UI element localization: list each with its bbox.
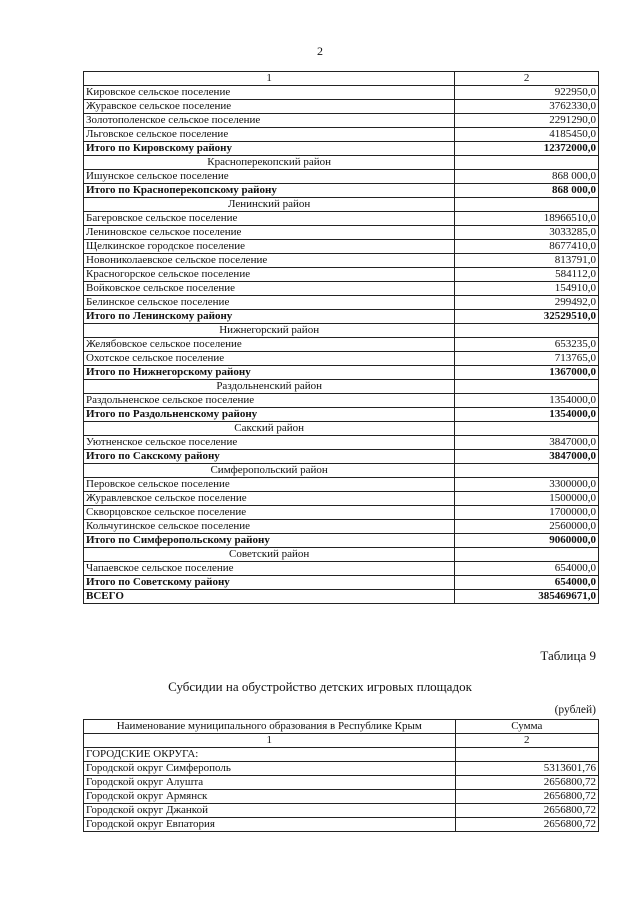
district-header-row [84, 548, 599, 562]
amount-cell: 868 000,0 [455, 184, 599, 198]
column-number-2: 2 [455, 72, 599, 86]
district-header-row [84, 464, 599, 478]
table-row [84, 100, 599, 114]
amount-cell: 713765,0 [455, 352, 599, 366]
district-header-row [84, 422, 599, 436]
table-row [84, 240, 599, 254]
table-number: Таблица 9 [540, 648, 596, 663]
table-row [84, 818, 599, 832]
empty-cell [455, 464, 599, 478]
amount-cell: 8677410,0 [455, 240, 599, 254]
amount-cell: 3762330,0 [455, 100, 599, 114]
table-row [84, 776, 599, 790]
municipality-name: Кировское сельское поселение [84, 86, 455, 100]
municipality-name: Льговское сельское поселение [84, 128, 455, 142]
amount-cell: 2656800,72 [455, 776, 598, 790]
table-row [84, 296, 599, 310]
table-row [84, 478, 599, 492]
amount-cell: 18966510,0 [455, 212, 599, 226]
amount-cell: 1367000,0 [455, 366, 599, 380]
municipality-name: Журавлевское сельское поселение [84, 492, 455, 506]
total-row [84, 366, 599, 380]
amount-cell: 2656800,72 [455, 818, 598, 832]
column-number-2: 2 [455, 734, 598, 748]
table-row [84, 520, 599, 534]
municipality-name: Белинское сельское поселение [84, 296, 455, 310]
total-row [84, 590, 599, 604]
municipality-name: Уютненское сельское поселение [84, 436, 455, 450]
table-row [84, 762, 599, 776]
municipality-name: Городской округ Симферополь [84, 762, 456, 776]
amount-cell: 3847000,0 [455, 450, 599, 464]
municipality-name: Итого по Нижнегорскому району [84, 366, 455, 380]
amount-cell: 2656800,72 [455, 790, 598, 804]
amount-cell: 299492,0 [455, 296, 599, 310]
table-row [84, 804, 599, 818]
unit-label: (рублей) [554, 704, 596, 716]
amount-cell: 868 000,0 [455, 170, 599, 184]
municipality-name: Городской округ Евпатория [84, 818, 456, 832]
municipality-name: Багеровское сельское поселение [84, 212, 455, 226]
district-name: Нижнегорский район [84, 324, 455, 338]
table-row [84, 128, 599, 142]
table-title: Субсидии на обустройство детских игровых площадок [168, 679, 472, 694]
amount-cell: 2291290,0 [455, 114, 599, 128]
municipality-name: ГОРОДСКИЕ ОКРУГА: [84, 748, 456, 762]
municipality-name: Желябовское сельское поселение [84, 338, 455, 352]
empty-cell [455, 156, 599, 170]
district-header-row [84, 380, 599, 394]
district-name: Раздольненский район [84, 380, 455, 394]
amount-cell: 3033285,0 [455, 226, 599, 240]
column-number-row [84, 734, 599, 748]
amount-cell: 653235,0 [455, 338, 599, 352]
municipality-name: Итого по Ленинскому району [84, 310, 455, 324]
table-row [84, 268, 599, 282]
municipality-name: Итого по Советскому району [84, 576, 455, 590]
district-name: Сакский район [84, 422, 455, 436]
header-sum: Сумма [455, 720, 598, 734]
amount-cell: 2560000,0 [455, 520, 599, 534]
municipality-name: Итого по Раздольненскому району [84, 408, 455, 422]
municipality-name: Городской округ Алушта [84, 776, 456, 790]
amount-cell: 922950,0 [455, 86, 599, 100]
column-number-1: 1 [84, 734, 456, 748]
district-header-row [84, 198, 599, 212]
municipality-name: Кольчугинское сельское поселение [84, 520, 455, 534]
amount-cell: 385469671,0 [455, 590, 599, 604]
table-row [84, 282, 599, 296]
municipality-name: Журавское сельское поселение [84, 100, 455, 114]
empty-cell [455, 548, 599, 562]
amount-cell: 2656800,72 [455, 804, 598, 818]
empty-cell [455, 422, 599, 436]
empty-cell [455, 324, 599, 338]
amount-cell: 1700000,0 [455, 506, 599, 520]
amount-cell: 1354000,0 [455, 408, 599, 422]
district-header-row [84, 156, 599, 170]
amount-cell: 3847000,0 [455, 436, 599, 450]
total-row [84, 450, 599, 464]
table-row [84, 338, 599, 352]
table-row [84, 86, 599, 100]
district-name: Советский район [84, 548, 455, 562]
municipality-name: Перовское сельское поселение [84, 478, 455, 492]
municipality-name: Золотополенское сельское поселение [84, 114, 455, 128]
table-row [84, 394, 599, 408]
total-row [84, 184, 599, 198]
municipality-name: Щелкинское городское поселение [84, 240, 455, 254]
table-row [84, 352, 599, 366]
table-row [84, 254, 599, 268]
municipality-name: Итого по Сакскому району [84, 450, 455, 464]
amount-cell: 5313601,76 [455, 762, 598, 776]
table-row [84, 114, 599, 128]
subsidy-table-continued [83, 71, 599, 604]
playground-subsidy-table [83, 719, 599, 832]
total-row [84, 408, 599, 422]
municipality-name: Новониколаевское сельское поселение [84, 254, 455, 268]
header-row [84, 720, 599, 734]
page-number: 2 [317, 44, 323, 58]
municipality-name: Итого по Кировскому району [84, 142, 455, 156]
amount-cell [455, 748, 598, 762]
table-row [84, 790, 599, 804]
table-row [84, 562, 599, 576]
table-row [84, 226, 599, 240]
table-row [84, 212, 599, 226]
empty-cell [455, 198, 599, 212]
table-row [84, 170, 599, 184]
total-row [84, 310, 599, 324]
amount-cell: 154910,0 [455, 282, 599, 296]
column-number-row [84, 72, 599, 86]
total-row [84, 142, 599, 156]
table-row [84, 506, 599, 520]
amount-cell: 1354000,0 [455, 394, 599, 408]
municipality-name: Лениновское сельское поселение [84, 226, 455, 240]
amount-cell: 9060000,0 [455, 534, 599, 548]
municipality-name: Войковское сельское поселение [84, 282, 455, 296]
municipality-name: Городской округ Армянск [84, 790, 456, 804]
empty-cell [455, 380, 599, 394]
municipality-name: Ишунское сельское поселение [84, 170, 455, 184]
municipality-name: Итого по Красноперекопскому району [84, 184, 455, 198]
amount-cell: 813791,0 [455, 254, 599, 268]
total-row [84, 576, 599, 590]
column-number-1: 1 [84, 72, 455, 86]
municipality-name: Чапаевское сельское поселение [84, 562, 455, 576]
district-name: Красноперекопский район [84, 156, 455, 170]
amount-cell: 4185450,0 [455, 128, 599, 142]
header-name: Наименование муниципального образования в Республике Крым [84, 720, 456, 734]
amount-cell: 12372000,0 [455, 142, 599, 156]
district-name: Симферопольский район [84, 464, 455, 478]
municipality-name: ВСЕГО [84, 590, 455, 604]
district-name: Ленинский район [84, 198, 455, 212]
amount-cell: 584112,0 [455, 268, 599, 282]
municipality-name: Раздольненское сельское поселение [84, 394, 455, 408]
municipality-name: Городской округ Джанкой [84, 804, 456, 818]
municipality-name: Скворцовское сельское поселение [84, 506, 455, 520]
amount-cell: 654000,0 [455, 562, 599, 576]
municipality-name: Красногорское сельское поселение [84, 268, 455, 282]
table-row [84, 748, 599, 762]
amount-cell: 32529510,0 [455, 310, 599, 324]
total-row [84, 534, 599, 548]
amount-cell: 3300000,0 [455, 478, 599, 492]
district-header-row [84, 324, 599, 338]
table-row [84, 492, 599, 506]
municipality-name: Охотское сельское поселение [84, 352, 455, 366]
municipality-name: Итого по Симферопольскому району [84, 534, 455, 548]
table-row [84, 436, 599, 450]
amount-cell: 654000,0 [455, 576, 599, 590]
amount-cell: 1500000,0 [455, 492, 599, 506]
